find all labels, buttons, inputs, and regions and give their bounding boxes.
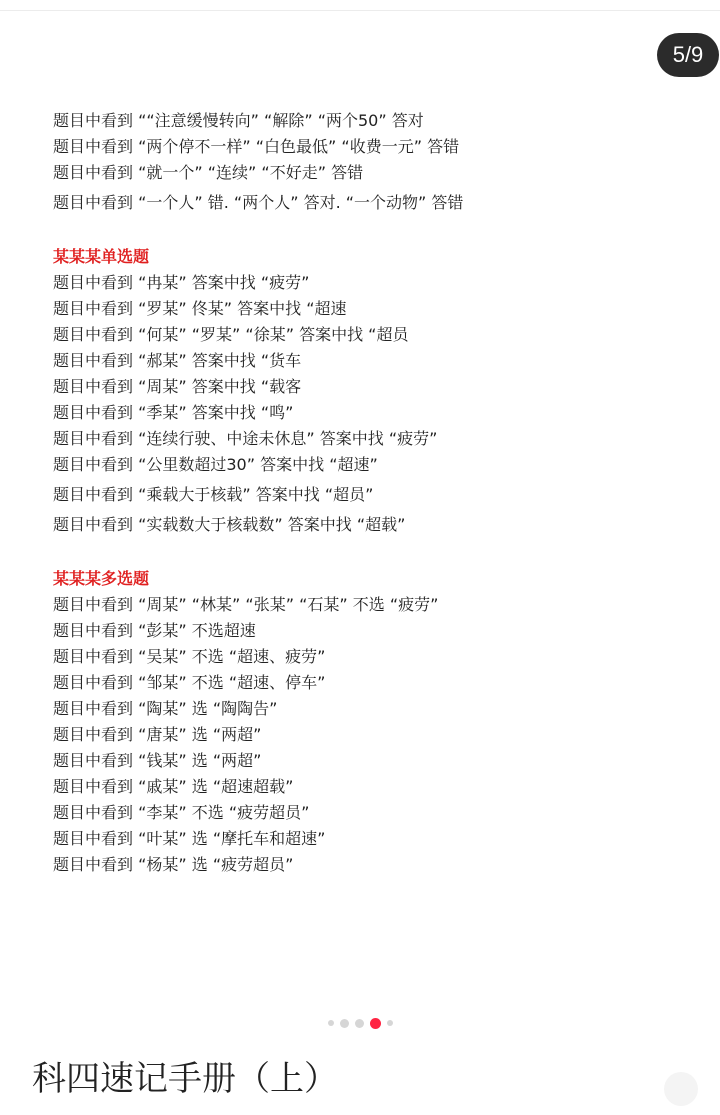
list-item: 题目中看到 “就一个” “连续” “不好走” 答错 (53, 163, 364, 182)
list-item: 题目中看到 “乘载大于核载” 答案中找 “超员” (53, 485, 374, 504)
carousel-dot[interactable] (340, 1019, 349, 1028)
carousel-dots[interactable] (0, 1017, 720, 1029)
list-item: 题目中看到 “郝某” 答案中找 “货车 (53, 351, 302, 370)
page-indicator: 5/9 (657, 33, 719, 77)
list-item: 题目中看到 “周某” 答案中找 “载客 (53, 377, 302, 396)
list-item: 题目中看到 “连续行驶、中途未休息” 答案中找 “疲劳” (53, 429, 438, 448)
single-choice-list (53, 270, 693, 538)
post-title: 科四速记手册（上） (32, 1059, 338, 1099)
list-item: 题目中看到 “吴某” 不选 “超速、疲劳” (53, 647, 326, 666)
watermark-icon (664, 1072, 698, 1106)
section-title-single-choice: 某某某单选题 (53, 247, 150, 266)
list-item: 题目中看到 “一个人” 错. “两个人” 答对. “一个动物” 答错 (53, 193, 464, 212)
list-item: 题目中看到 “唐某” 选 “两超” (53, 725, 262, 744)
multi-choice-list (53, 592, 693, 878)
list-item: 题目中看到 “李某” 不选 “疲劳超员” (53, 803, 310, 822)
carousel-dot[interactable] (387, 1020, 393, 1026)
list-item: 题目中看到 “实载数大于核载数” 答案中找 “超载” (53, 515, 406, 534)
intro-list (53, 108, 693, 216)
list-item: 题目中看到 “冉某” 答案中找 “疲劳” (53, 273, 310, 292)
carousel-dot[interactable] (355, 1019, 364, 1028)
list-item: 题目中看到 “杨某” 选 “疲劳超员” (53, 855, 294, 874)
list-item: 题目中看到 “两个停不一样” “白色最低” “收费一元” 答错 (53, 137, 460, 156)
section-title-multi-choice: 某某某多选题 (53, 569, 150, 588)
list-item: 题目中看到 “周某” “林某” “张某” “石某” 不选 “疲劳” (53, 595, 439, 614)
list-item: 题目中看到 “彭某” 不选超速 (53, 621, 256, 640)
list-item: 题目中看到 “罗某” 佟某” 答案中找 “超速 (53, 299, 347, 318)
carousel-dot-active[interactable] (370, 1018, 381, 1029)
note-image-content (53, 108, 693, 878)
top-divider (0, 10, 720, 11)
list-item: 题目中看到 “公里数超过30” 答案中找 “超速” (53, 455, 378, 474)
carousel-dot[interactable] (328, 1020, 334, 1026)
list-item: 题目中看到 “叶某” 选 “摩托车和超速” (53, 829, 326, 848)
list-item: 题目中看到 “邹某” 不选 “超速、停车” (53, 673, 326, 692)
list-item: 题目中看到 “陶某” 选 “陶陶告” (53, 699, 278, 718)
list-item: 题目中看到 “戚某” 选 “超速超载” (53, 777, 294, 796)
list-item: 题目中看到 ““注意缓慢转向” “解除” “两个50” 答对 (53, 111, 424, 130)
list-item: 题目中看到 “钱某” 选 “两超” (53, 751, 262, 770)
list-item: 题目中看到 “何某” “罗某” “徐某” 答案中找 “超员 (53, 325, 409, 344)
list-item: 题目中看到 “季某” 答案中找 “鸣” (53, 403, 294, 422)
